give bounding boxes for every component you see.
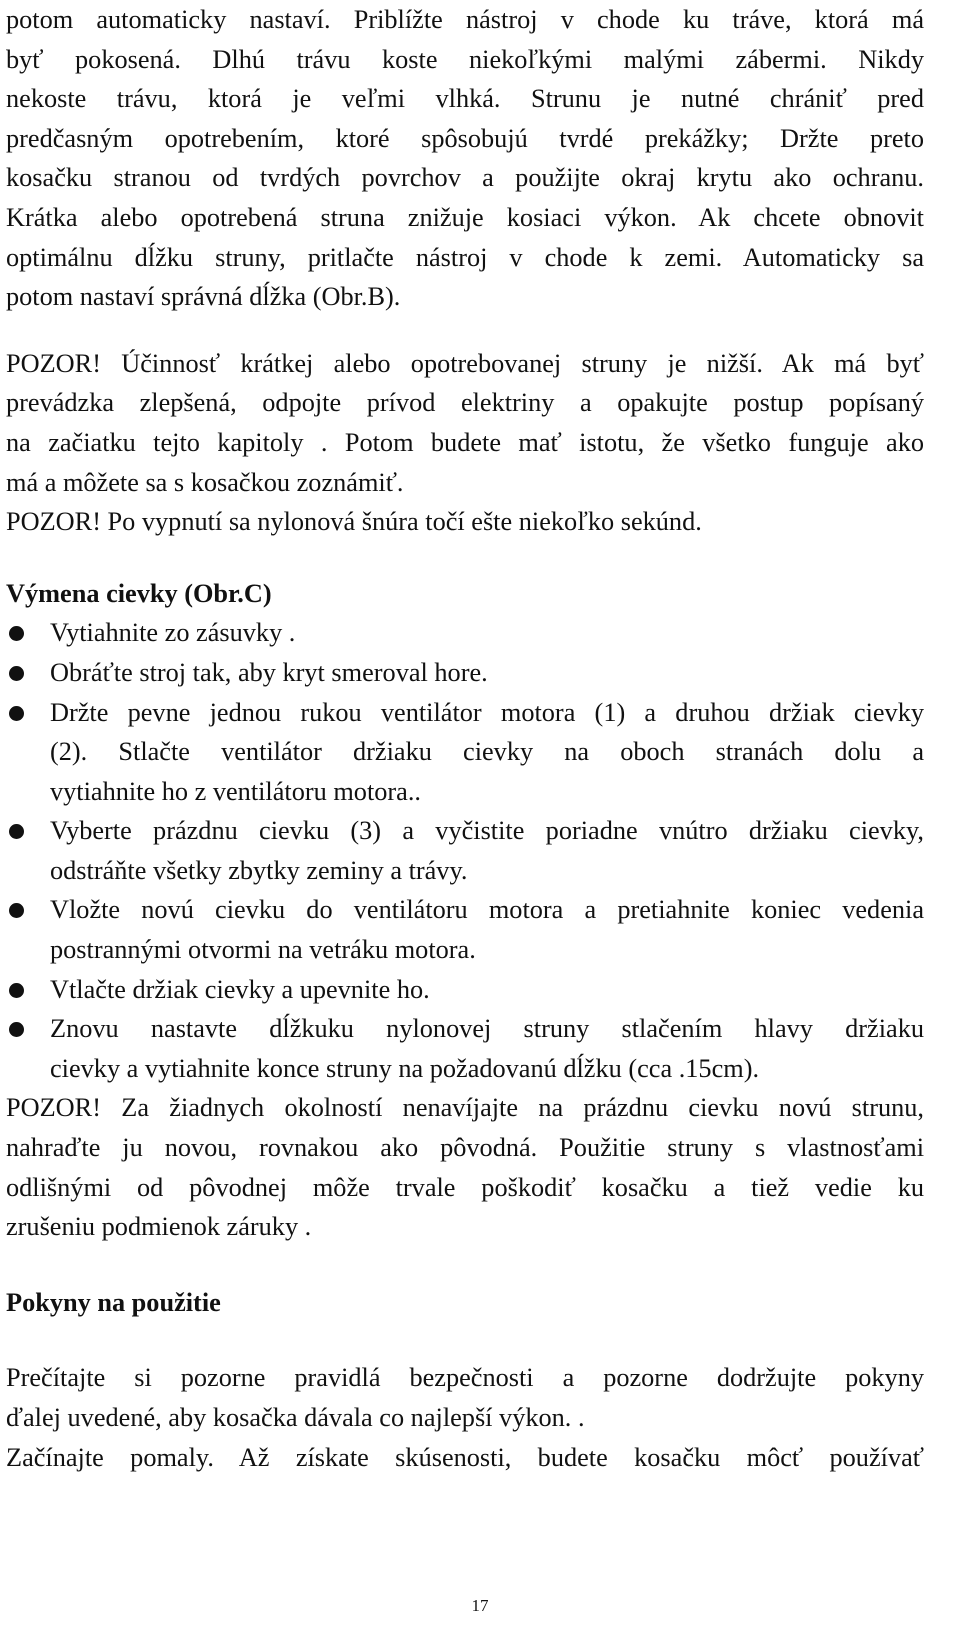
text-line: cievky a vytiahnite konce struny na požadovanú dĺžku (cca .15cm). [50,1053,760,1083]
text-line: Vložte novú cievku do ventilátoru motora a pretiahnite koniec vedenia [50,895,924,925]
list-item [6,890,924,969]
spacer [6,1322,924,1358]
text-line: POZOR! Po vypnutí sa nylonová šnúra točí ešte niekoľko sekúnd. [6,507,702,537]
section-heading-usage-instructions: Pokyny na použitie [6,1287,221,1317]
text-line: nahraďte ju novou, rovnakou ako pôvodná. Použitie struny s vlastnosťami [6,1133,924,1163]
text-line: Vytiahnite zo zásuvky . [50,618,296,648]
spacer [6,317,924,344]
text-line: (2). Stlačte ventilátor držiaku cievky na oboch stranách dolu a [50,737,924,767]
text-line: Držte pevne jednou rukou ventilátor motora (1) a druhou držiak cievky [50,697,924,727]
list-item [6,1009,924,1088]
list-item [6,970,924,1010]
text-line: potom automaticky nastaví. Priblížte nástroj v chode ku tráve, ktorá má [6,5,924,34]
text-line: zrušeniu podmienok záruky . [6,1212,312,1242]
paragraph-warning-short-string [6,344,924,542]
text-line: nekoste trávu, ktorá je veľmi vlhká. Strunu je nutné chrániť pred [6,84,924,114]
text-line: Prečítajte si pozorne pravidlá bezpečnosti a pozorne dodržujte pokyny [6,1363,924,1393]
paragraph-string-usage [6,0,924,317]
text-line: optimálnu dĺžku struny, pritlačte nástroj v chode k zemi. Automaticky sa [6,242,924,272]
text-line: byť pokosená. Dlhú trávu koste niekoľkými malými zábermi. Nikdy [6,44,924,74]
text-line: postrannými otvormi na vetráku motora. [50,935,476,965]
bullet-icon [9,666,24,681]
text-line: kosačku stranou od tvrdých povrchov a použijte okraj krytu ako ochranu. [6,163,924,193]
list-item [6,653,924,693]
page-number: 17 [471,1596,489,1615]
text-line: Znovu nastavte dĺžkuku nylonovej struny stlačením hlavy držiaku [50,1014,924,1044]
text-line: má a môžete sa s kosačkou zoznámiť. [6,467,404,497]
text-line: Obráťte stroj tak, aby kryt smeroval hore. [50,657,488,687]
text-line: POZOR! Za žiadnych okolností nenavíjajte na prázdnu cievku novú strunu, [6,1093,924,1123]
text-line: ďalej uvedené, aby kosačka dávala co najlepší výkon. . [6,1403,585,1432]
text-line: odlišnými od pôvodnej môže trvale poškodiť kosačku a tiež vedie ku [6,1172,924,1202]
bullet-icon [9,1022,24,1037]
text-line: potom nastaví správná dĺžka (Obr.B). [6,282,401,312]
text-line: Krátka alebo opotrebená struna znižuje kosiaci výkon. Ak chcete obnovit [6,202,924,232]
text-line: Vtlačte držiak cievky a upevnite ho. [50,974,430,1004]
paragraph-usage [6,1358,924,1477]
spacer [6,542,924,574]
bullet-icon [9,706,24,721]
text-line: Vyberte prázdnu cievku (3) a vyčistite poriadne vnútro držiaku cievky, [50,816,924,846]
bullet-icon [9,626,24,641]
section-heading-spool-replacement: Výmena cievky (Obr.C) [6,578,272,608]
text-line: POZOR! Účinnosť krátkej alebo opotrebovanej struny je nižší. Ak má byť [6,348,924,378]
bullet-list-spool-steps [6,613,924,1088]
bullet-icon [9,824,24,839]
text-line: Začínajte pomaly. Až získate skúsenosti, budete kosačku môcť používať [6,1442,924,1472]
paragraph-warning-spool [6,1088,924,1246]
text-line: na začiatku tejto kapitoly . Potom budete mať istotu, že všetko funguje ako [6,427,924,457]
text-line: odstráňte všetky zbytky zeminy a trávy. [50,855,468,885]
document-page [6,0,924,1477]
text-line: prevádzka zlepšená, odpojte prívod elektriny a opakujte postup popísaný [6,388,924,418]
list-item [6,811,924,890]
text-line: vytiahnite ho z ventilátoru motora.. [50,776,421,806]
list-item [6,693,924,812]
bullet-icon [9,903,24,918]
spacer [6,1247,924,1283]
list-item [6,613,924,653]
text-line: predčasným opotrebením, ktoré spôsobujú tvrdé prekážky; Držte preto [6,123,924,153]
bullet-icon [9,983,24,998]
